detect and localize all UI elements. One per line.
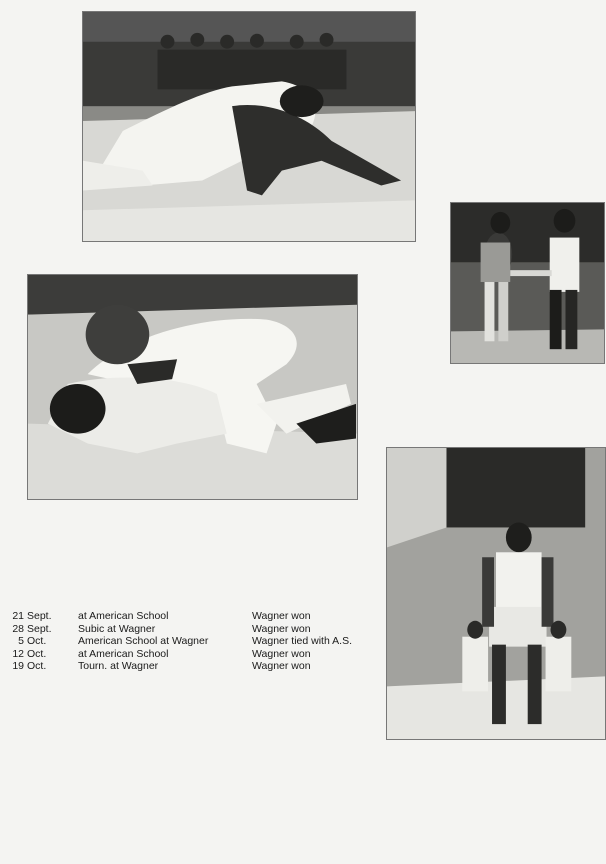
meet-date: 28 Sept. [12,622,52,635]
meet-event: at American School [78,647,169,660]
meet-event: Tourn. at Wagner [78,660,159,672]
meet-result: Wagner tied with A.S. [252,635,352,647]
schedule-row [8,648,382,661]
meet-event: at American School [78,610,169,622]
schedule-row [8,660,382,673]
schedule-row [8,623,382,636]
schedule-row [8,635,382,648]
meet-event: American School at Wagner [78,635,209,647]
meet-result: Wagner won [252,660,311,672]
meet-result: Wagner won [252,622,311,635]
wrestling-photo-top [82,11,416,242]
wrestling-photo-middle [27,274,358,500]
meet-date: 21 Sept. [12,610,52,622]
meet-result: Wagner won [252,647,311,660]
handshake-photo [450,202,605,364]
meet-date: 19 Oct. [12,660,47,672]
meet-schedule [8,610,382,673]
schedule-row [8,610,382,623]
wrestler-photo [386,447,606,740]
meet-event: Subic at Wagner [78,622,156,635]
meet-date: 12 Oct. [12,647,47,660]
meet-date: 5 Oct. [18,635,47,647]
meet-result: Wagner won [252,610,311,622]
